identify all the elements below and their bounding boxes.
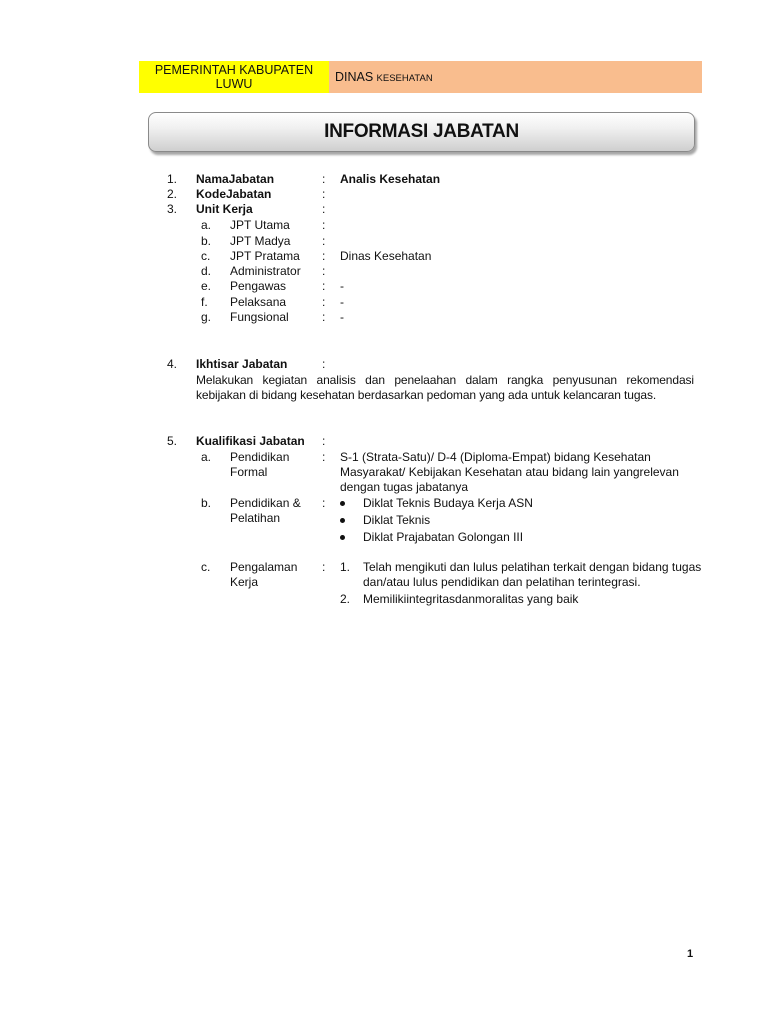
sub-letter: a. bbox=[201, 450, 212, 464]
item-number: 2. bbox=[167, 187, 178, 201]
sub-label: JPT Madya bbox=[230, 234, 291, 248]
separator: : bbox=[322, 310, 326, 324]
page-number: 1 bbox=[687, 948, 694, 960]
header-department bbox=[329, 61, 702, 93]
bullet-icon bbox=[340, 535, 345, 540]
separator: : bbox=[322, 279, 326, 293]
sub-letter: e. bbox=[201, 279, 212, 293]
item-label-kode: KodeJabatan bbox=[196, 187, 272, 201]
pengalaman-number: 2. bbox=[340, 592, 351, 606]
pelatihan-item: Diklat Prajabatan Golongan III bbox=[363, 530, 524, 544]
separator: : bbox=[322, 202, 326, 216]
org-line-2: LUWU bbox=[215, 77, 253, 91]
item-number: 3. bbox=[167, 202, 178, 216]
sub-label: Administrator bbox=[230, 264, 301, 278]
ikhtisar-text: Melakukan kegiatan analisis dan penelaahan dalam rangka penyusunan rekomendasi kebijakan di bidang kesehatan berdasarkan pedoman yang ada untuk kelancaran tugas. bbox=[196, 373, 694, 402]
pelatihan-item: Diklat Teknis Budaya Kerja ASN bbox=[363, 496, 533, 510]
sub-label: Pengawas bbox=[230, 279, 287, 293]
separator: : bbox=[322, 249, 326, 263]
separator: : bbox=[322, 234, 326, 248]
sub-label: Fungsional bbox=[230, 310, 289, 324]
item-label-unit: Unit Kerja bbox=[196, 202, 253, 216]
page-title: INFORMASI JABATAN bbox=[148, 112, 695, 152]
pengalaman-line: Memilikiintegritasdanmoralitas yang baik bbox=[363, 592, 579, 606]
sub-label: Pengalaman bbox=[230, 560, 298, 574]
sub-letter: g. bbox=[201, 310, 212, 324]
separator: : bbox=[322, 264, 326, 278]
bullet-icon bbox=[340, 501, 345, 506]
sub-value: Dinas Kesehatan bbox=[340, 249, 432, 263]
separator: : bbox=[322, 172, 326, 186]
sub-letter: c. bbox=[201, 560, 211, 574]
item-number: 5. bbox=[167, 434, 178, 448]
sub-label: Pendidikan & bbox=[230, 496, 301, 510]
sub-label: JPT Utama bbox=[230, 218, 290, 232]
item-label-nama: NamaJabatan bbox=[196, 172, 275, 186]
sub-label: JPT Pratama bbox=[230, 249, 300, 263]
item-number: 1. bbox=[167, 172, 178, 186]
sub-value: - bbox=[340, 279, 344, 293]
dept-sub: KESEHATAN bbox=[376, 73, 433, 84]
pendidikan-line: dengan tugas jabatanya bbox=[340, 480, 469, 494]
separator: : bbox=[322, 450, 326, 464]
pendidikan-line: Masyarakat/ Kebijakan Kesehatan atau bidang lain yangrelevan bbox=[340, 465, 679, 479]
dept-main: DINAS bbox=[335, 70, 374, 84]
separator: : bbox=[322, 218, 326, 232]
separator: : bbox=[322, 295, 326, 309]
sub-label: Formal bbox=[230, 465, 268, 479]
pengalaman-line: dan/atau lulus pendidikan dan pelatihan terintegrasi. bbox=[363, 575, 641, 589]
sub-letter: b. bbox=[201, 234, 212, 248]
pengalaman-number: 1. bbox=[340, 560, 351, 574]
separator: : bbox=[322, 187, 326, 201]
sub-letter: a. bbox=[201, 218, 212, 232]
separator: : bbox=[322, 496, 326, 510]
sub-letter: b. bbox=[201, 496, 212, 510]
item-number: 4. bbox=[167, 357, 178, 371]
sub-letter: f. bbox=[201, 295, 208, 309]
separator: : bbox=[322, 434, 326, 448]
sub-letter: d. bbox=[201, 264, 212, 278]
sub-label: Pelaksana bbox=[230, 295, 287, 309]
sub-label: Pendidikan bbox=[230, 450, 290, 464]
pengalaman-line: Telah mengikuti dan lulus pelatihan terkait dengan bidang tugas bbox=[363, 560, 702, 574]
header-organization bbox=[139, 61, 329, 93]
item-label-ikhtisar: Ikhtisar Jabatan bbox=[196, 357, 288, 371]
pelatihan-item: Diklat Teknis bbox=[363, 513, 431, 527]
item-label-kualifikasi: Kualifikasi Jabatan bbox=[196, 434, 305, 448]
sub-letter: c. bbox=[201, 249, 211, 263]
org-line-1: PEMERINTAH KABUPATEN bbox=[154, 63, 314, 77]
value-nama-jabatan: Analis Kesehatan bbox=[340, 172, 441, 186]
separator: : bbox=[322, 560, 326, 574]
sub-label: Pelatihan bbox=[230, 511, 281, 525]
separator: : bbox=[322, 357, 326, 371]
pendidikan-line: S-1 (Strata-Satu)/ D-4 (Diploma-Empat) bidang Kesehatan bbox=[340, 450, 651, 464]
sub-label: Kerja bbox=[230, 575, 259, 589]
sub-value: - bbox=[340, 310, 344, 324]
bullet-icon bbox=[340, 518, 345, 523]
sub-value: - bbox=[340, 295, 344, 309]
